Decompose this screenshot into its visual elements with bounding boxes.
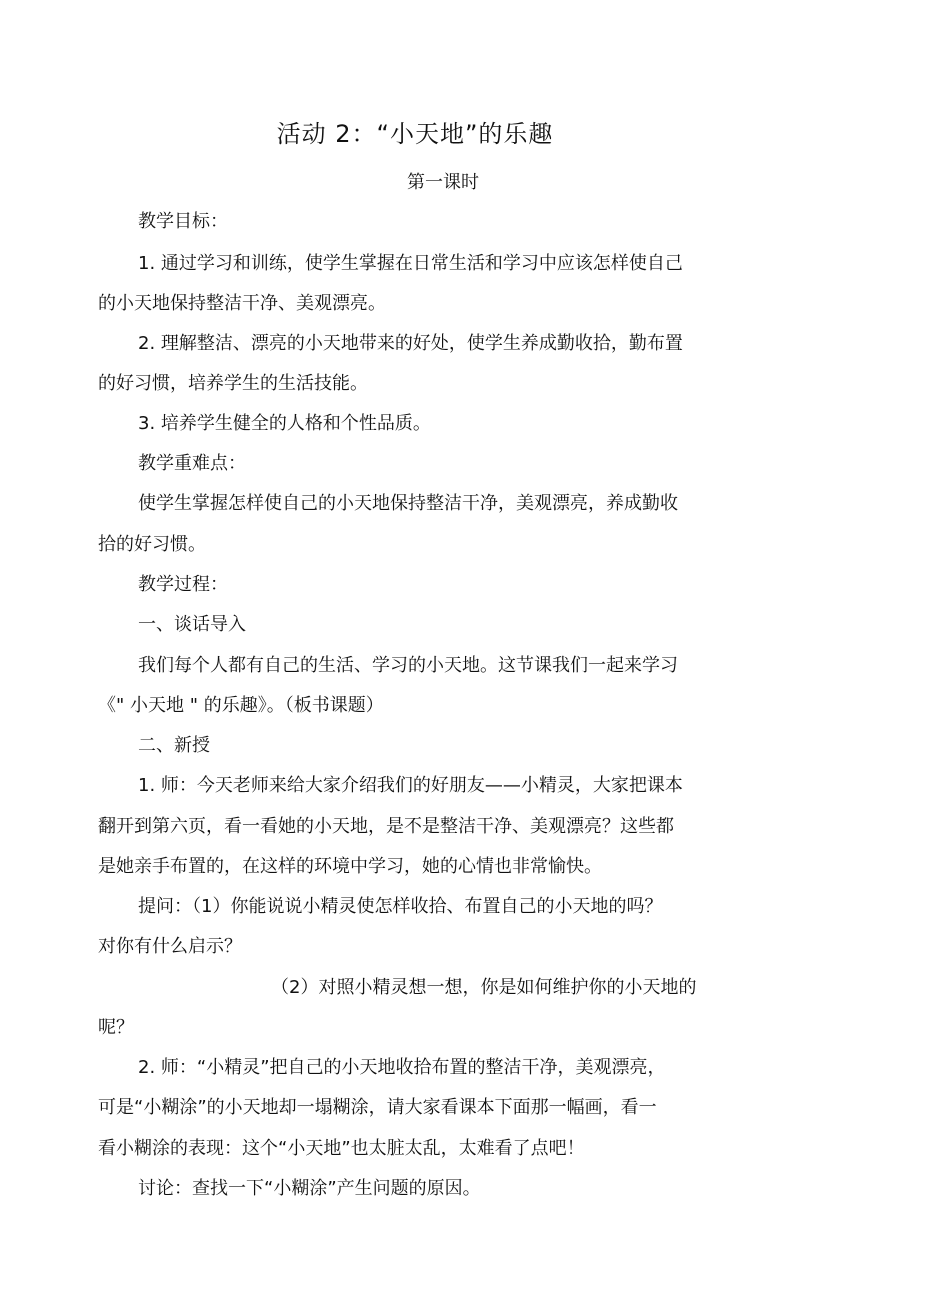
paragraph-line: 呢？ (98, 1017, 134, 1038)
paragraph-line: 的小天地保持整洁干净、美观漂亮。 (98, 293, 386, 314)
section-heading-process: 教学过程： (138, 574, 228, 595)
section-heading-intro: 一、谈话导入 (138, 614, 246, 635)
paragraph-line: 《" 小天地 " 的乐趣》。（板书课题） (98, 695, 384, 716)
paragraph-line: 讨论：查找一下“小糊涂”产生问题的原因。 (138, 1178, 481, 1199)
section-heading-keypoints: 教学重难点： (138, 453, 246, 474)
section-heading-new: 二、新授 (138, 735, 210, 756)
paragraph-line: 翻开到第六页，看一看她的小天地，是不是整洁干净、美观漂亮？这些都 (98, 816, 674, 837)
paragraph-line: 提问：（1）你能说说小精灵使怎样收拾、布置自己的小天地的吗？ (138, 896, 663, 917)
page-title: 活动 2：“小天地”的乐趣 (276, 120, 554, 148)
paragraph-line: 2. 理解整洁、漂亮的小天地带来的好处，使学生养成勤收拾，勤布置 (138, 333, 683, 354)
paragraph-line: 2. 师：“小精灵”把自己的小天地收拾布置的整洁干净，美观漂亮， (138, 1057, 666, 1078)
paragraph-line: 我们每个人都有自己的生活、学习的小天地。这节课我们一起来学习 (138, 655, 678, 676)
paragraph-line: 3. 培养学生健全的人格和个性品质。 (138, 413, 431, 434)
section-heading-objectives: 教学目标： (138, 211, 228, 232)
paragraph-line: 拾的好习惯。 (98, 534, 206, 555)
paragraph-line: 1. 通过学习和训练，使学生掌握在日常生活和学习中应该怎样使自己 (138, 253, 683, 274)
page-subtitle: 第一课时 (407, 172, 479, 193)
paragraph-line: 看小糊涂的表现：这个“小天地”也太脏太乱，太难看了点吧！ (98, 1138, 585, 1159)
paragraph-line: 是她亲手布置的，在这样的环境中学习，她的心情也非常愉快。 (98, 856, 602, 877)
paragraph-line: 使学生掌握怎样使自己的小天地保持整洁干净，美观漂亮，养成勤收 (138, 493, 678, 514)
paragraph-line: 可是“小糊涂”的小天地却一塌糊涂，请大家看课本下面那一幅画，看一 (98, 1097, 657, 1118)
paragraph-line: （2）对照小精灵想一想，你是如何维护你的小天地的 (271, 977, 697, 998)
paragraph-line: 的好习惯，培养学生的生活技能。 (98, 373, 368, 394)
paragraph-line: 1. 师：今天老师来给大家介绍我们的好朋友——小精灵，大家把课本 (138, 775, 683, 796)
paragraph-line: 对你有什么启示？ (98, 936, 242, 957)
